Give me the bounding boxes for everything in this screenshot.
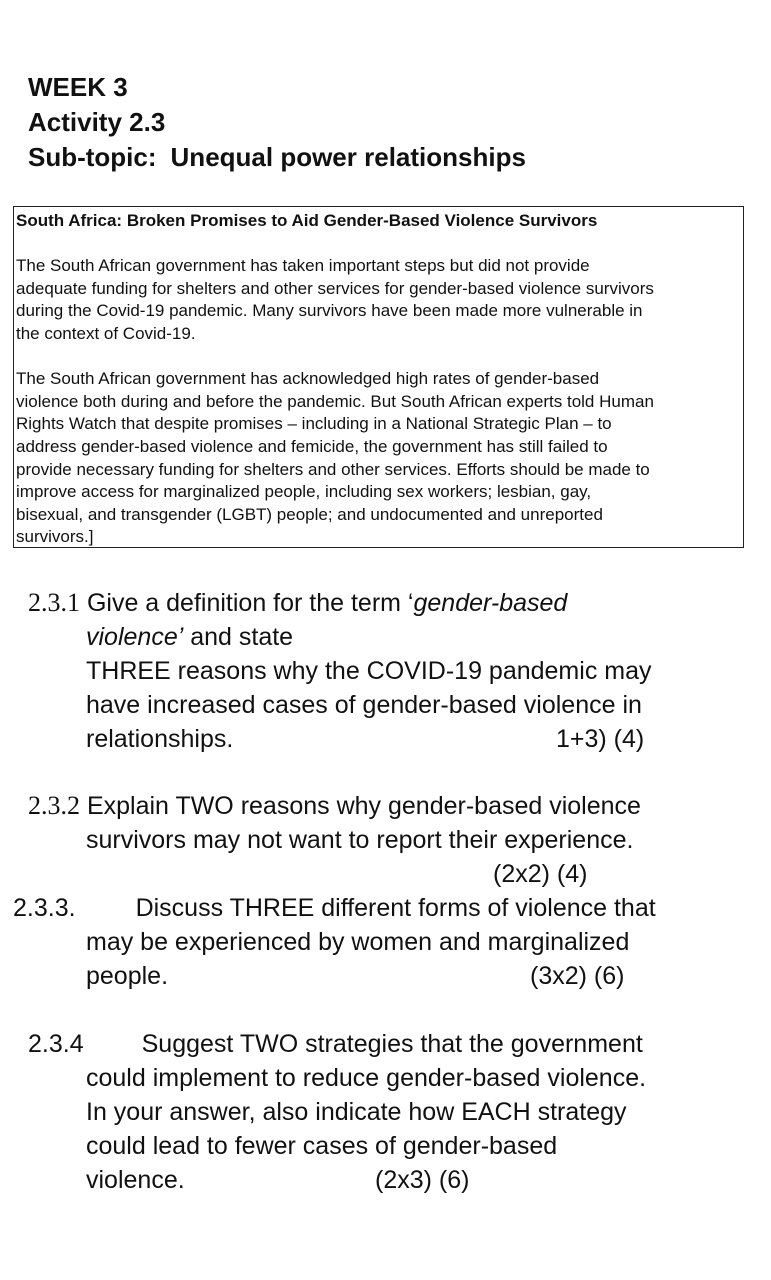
question-marks: (2x3) (6) bbox=[375, 1166, 470, 1194]
article-line: adequate funding for shelters and other services for gender-based violence survivors bbox=[16, 278, 654, 298]
article-title: South Africa: Broken Promises to Aid Gender-Based Violence Survivors bbox=[16, 211, 598, 230]
question-2-3-3 bbox=[13, 891, 656, 993]
question-2-3-1 bbox=[28, 586, 652, 756]
question-text: survivors may not want to report their experience. bbox=[86, 826, 634, 854]
question-marks: (2x2) (4) bbox=[493, 860, 588, 888]
question-text: relationships. bbox=[86, 725, 234, 753]
question-number: 2.3.1 bbox=[28, 588, 80, 617]
article-line: improve access for marginalized people, including sex workers; lesbian, gay, bbox=[16, 482, 592, 502]
article-line: The South African government has taken important steps but did not provide bbox=[16, 256, 590, 276]
article-line: provide necessary funding for shelters and other services. Efforts should be made to bbox=[16, 459, 650, 479]
question-2-3-2 bbox=[28, 789, 641, 891]
question-2-3-4 bbox=[28, 1027, 646, 1197]
subtopic-label: Sub-topic: bbox=[28, 142, 157, 172]
question-text: Explain TWO reasons why gender-based violence bbox=[86, 792, 641, 820]
question-number: 2.3.2 bbox=[28, 791, 80, 820]
article-line: The South African government has acknowledged high rates of gender-based bbox=[16, 369, 600, 389]
article-line: address gender-based violence and femicide, the government has still failed to bbox=[16, 436, 608, 456]
question-term: violence’ bbox=[86, 623, 184, 651]
question-text: Suggest TWO strategies that the government bbox=[141, 1030, 643, 1058]
article-line: violence both during and before the pandemic. But South African experts told Human bbox=[16, 391, 654, 411]
article-line: Rights Watch that despite promises – including in a National Strategic Plan – to bbox=[16, 414, 612, 434]
question-text: violence. bbox=[86, 1166, 185, 1194]
question-text: people. bbox=[86, 962, 169, 990]
question-marks: 1+3) (4) bbox=[556, 725, 645, 753]
question-text: In your answer, also indicate how EACH strategy bbox=[86, 1098, 627, 1126]
question-text: may be experienced by women and marginalized bbox=[86, 928, 630, 956]
question-text: could lead to fewer cases of gender-based bbox=[86, 1132, 558, 1160]
activity-heading: Activity 2.3 bbox=[28, 107, 166, 137]
subtopic-heading bbox=[28, 140, 526, 175]
article-paragraph-1 bbox=[16, 255, 743, 345]
question-marks: (3x2) (6) bbox=[530, 962, 625, 990]
question-text: could implement to reduce gender-based violence. bbox=[86, 1064, 647, 1092]
question-number: 2.3.3. bbox=[13, 894, 76, 922]
week-heading: WEEK 3 bbox=[28, 72, 128, 102]
article-box bbox=[13, 206, 744, 548]
subtopic-value: Unequal power relationships bbox=[170, 142, 526, 172]
question-text: have increased cases of gender-based violence in bbox=[86, 691, 642, 719]
article-paragraph-2 bbox=[16, 368, 743, 548]
question-text: Discuss THREE different forms of violence that bbox=[135, 894, 656, 922]
page-header bbox=[28, 70, 526, 175]
question-text: Give a definition for the term ‘ bbox=[86, 589, 414, 617]
question-number: 2.3.4 bbox=[28, 1030, 84, 1058]
article-line: the context of Covid-19. bbox=[16, 323, 196, 343]
article-line: survivors.] bbox=[16, 527, 94, 547]
article-line: during the Covid-19 pandemic. Many survivors have been made more vulnerable in bbox=[16, 301, 643, 321]
question-text: THREE reasons why the COVID-19 pandemic may bbox=[86, 657, 652, 685]
question-term: gender-based bbox=[413, 589, 568, 617]
article-line: bisexual, and transgender (LGBT) people; and undocumented and unreported bbox=[16, 504, 603, 524]
question-text: and state bbox=[183, 623, 294, 651]
